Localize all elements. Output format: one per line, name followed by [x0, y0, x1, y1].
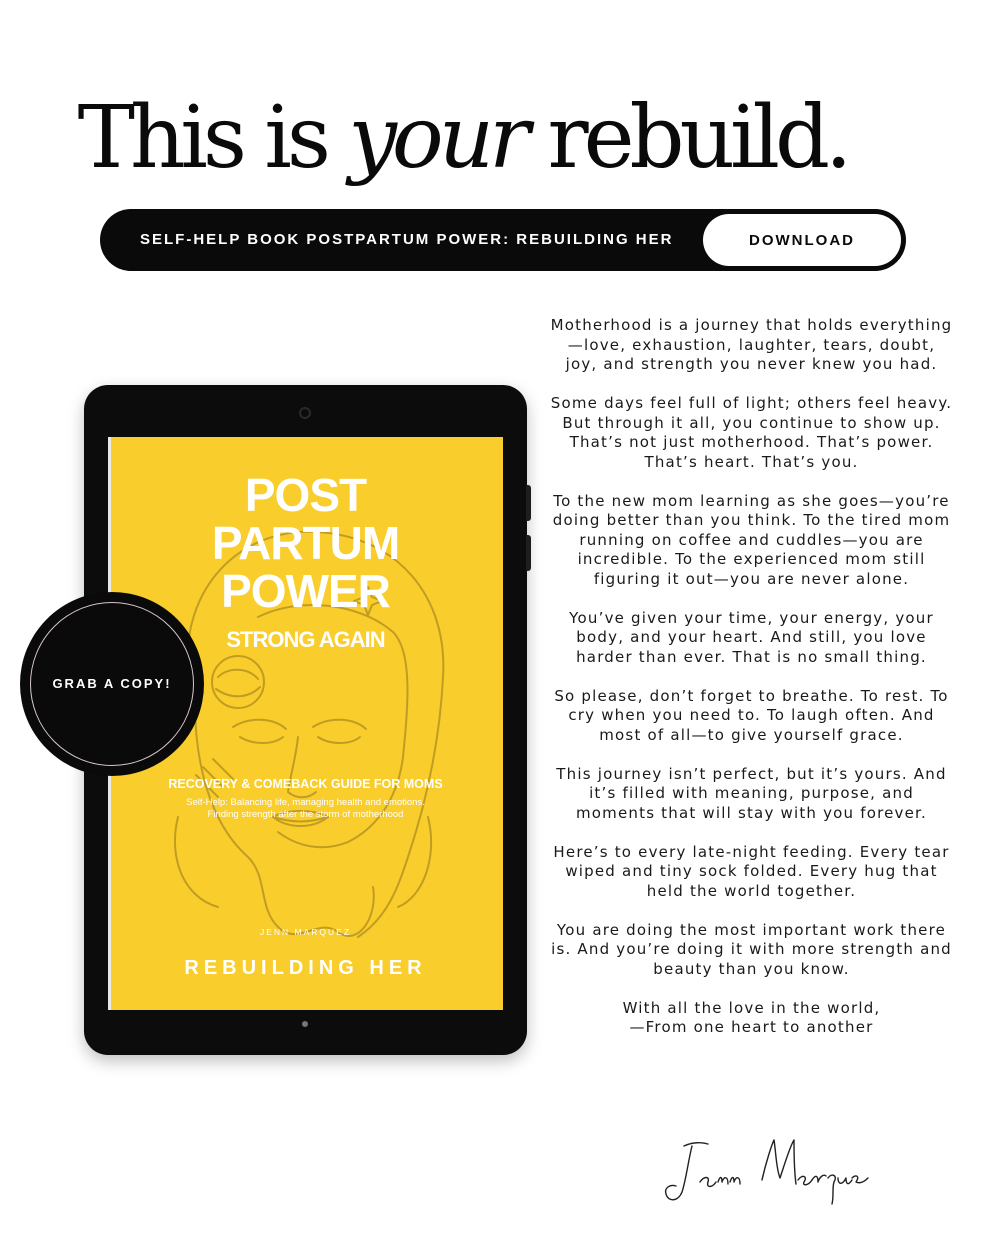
- cover-description-line1: Self-Help: Balancing life, managing health and emotions.: [186, 797, 425, 808]
- headline: [0, 78, 925, 198]
- letter-paragraph: So please, don’t forget to breathe. To rest. To cry when you need to. To laugh often. And most of all—to give yourself grace.: [554, 686, 949, 744]
- handwritten-signature: [662, 1132, 872, 1212]
- banner-title: SELF-HELP BOOK POSTPARTUM POWER: REBUILDING HER: [140, 231, 674, 248]
- cover-description-line2: Finding strength after the storm of motherhood: [207, 809, 404, 820]
- letter-paragraph: You’ve given your time, your energy, your body, and your heart. And still, you love harder than ever. That is no small thing.: [569, 608, 934, 666]
- letter-paragraph: Some days feel full of light; others feel heavy. But through it all, you continue to show up. That’s not just motherhood. That’s power. That’s heart. That’s you.: [550, 394, 953, 471]
- cover-tagline: RECOVERY & COMEBACK GUIDE FOR MOMS: [168, 777, 443, 791]
- closing-line1: With all the love in the world,: [622, 998, 881, 1017]
- badge-label: GRAB A COPY!: [52, 676, 172, 691]
- book-banner: [100, 209, 906, 271]
- home-button-dot: [302, 1021, 308, 1027]
- headline-emphasis: your: [348, 88, 526, 188]
- cover-author: JENN MARQUEZ: [259, 927, 352, 937]
- letter-paragraph: This journey isn’t perfect, but it’s yours. And it’s filled with meaning, purpose, and moments that will stay with you forever.: [556, 764, 947, 822]
- cover-title-line1: POST: [244, 469, 367, 521]
- letter-paragraph: To the new mom learning as she goes—you’re doing better than you think. To the tired mom running on coffee and cuddles—you are incredible. To the experienced mom still figuring it out—you are never alone.: [552, 491, 951, 588]
- cover-series-title: REBUILDING HER: [184, 957, 427, 979]
- headline-part2: rebuild.: [547, 88, 848, 188]
- tablet-side-button: [526, 485, 531, 521]
- letter-paragraph: Motherhood is a journey that holds everything—love, exhaustion, laughter, tears, doubt, joy, and strength you never knew you had.: [550, 316, 953, 373]
- letter-text: [550, 316, 953, 1038]
- cover-subtitle: STRONG AGAIN: [226, 627, 385, 652]
- cover-title-line3: POWER: [221, 565, 390, 617]
- headline-part1: This is: [77, 88, 326, 188]
- download-button[interactable]: DOWNLOAD: [703, 214, 901, 266]
- camera-icon: [299, 407, 311, 419]
- closing-line2: —From one heart to another: [629, 1018, 874, 1036]
- letter-paragraph: You are doing the most important work there is. And you’re doing it with more strength and beauty than you know.: [551, 920, 952, 978]
- cover-title-line2: PARTUM: [211, 517, 400, 569]
- grab-a-copy-badge[interactable]: [22, 594, 202, 774]
- letter-paragraph: Here’s to every late-night feeding. Every tear wiped and tiny sock folded. Every hug that held the world together.: [553, 842, 950, 900]
- tablet-side-button: [526, 535, 531, 571]
